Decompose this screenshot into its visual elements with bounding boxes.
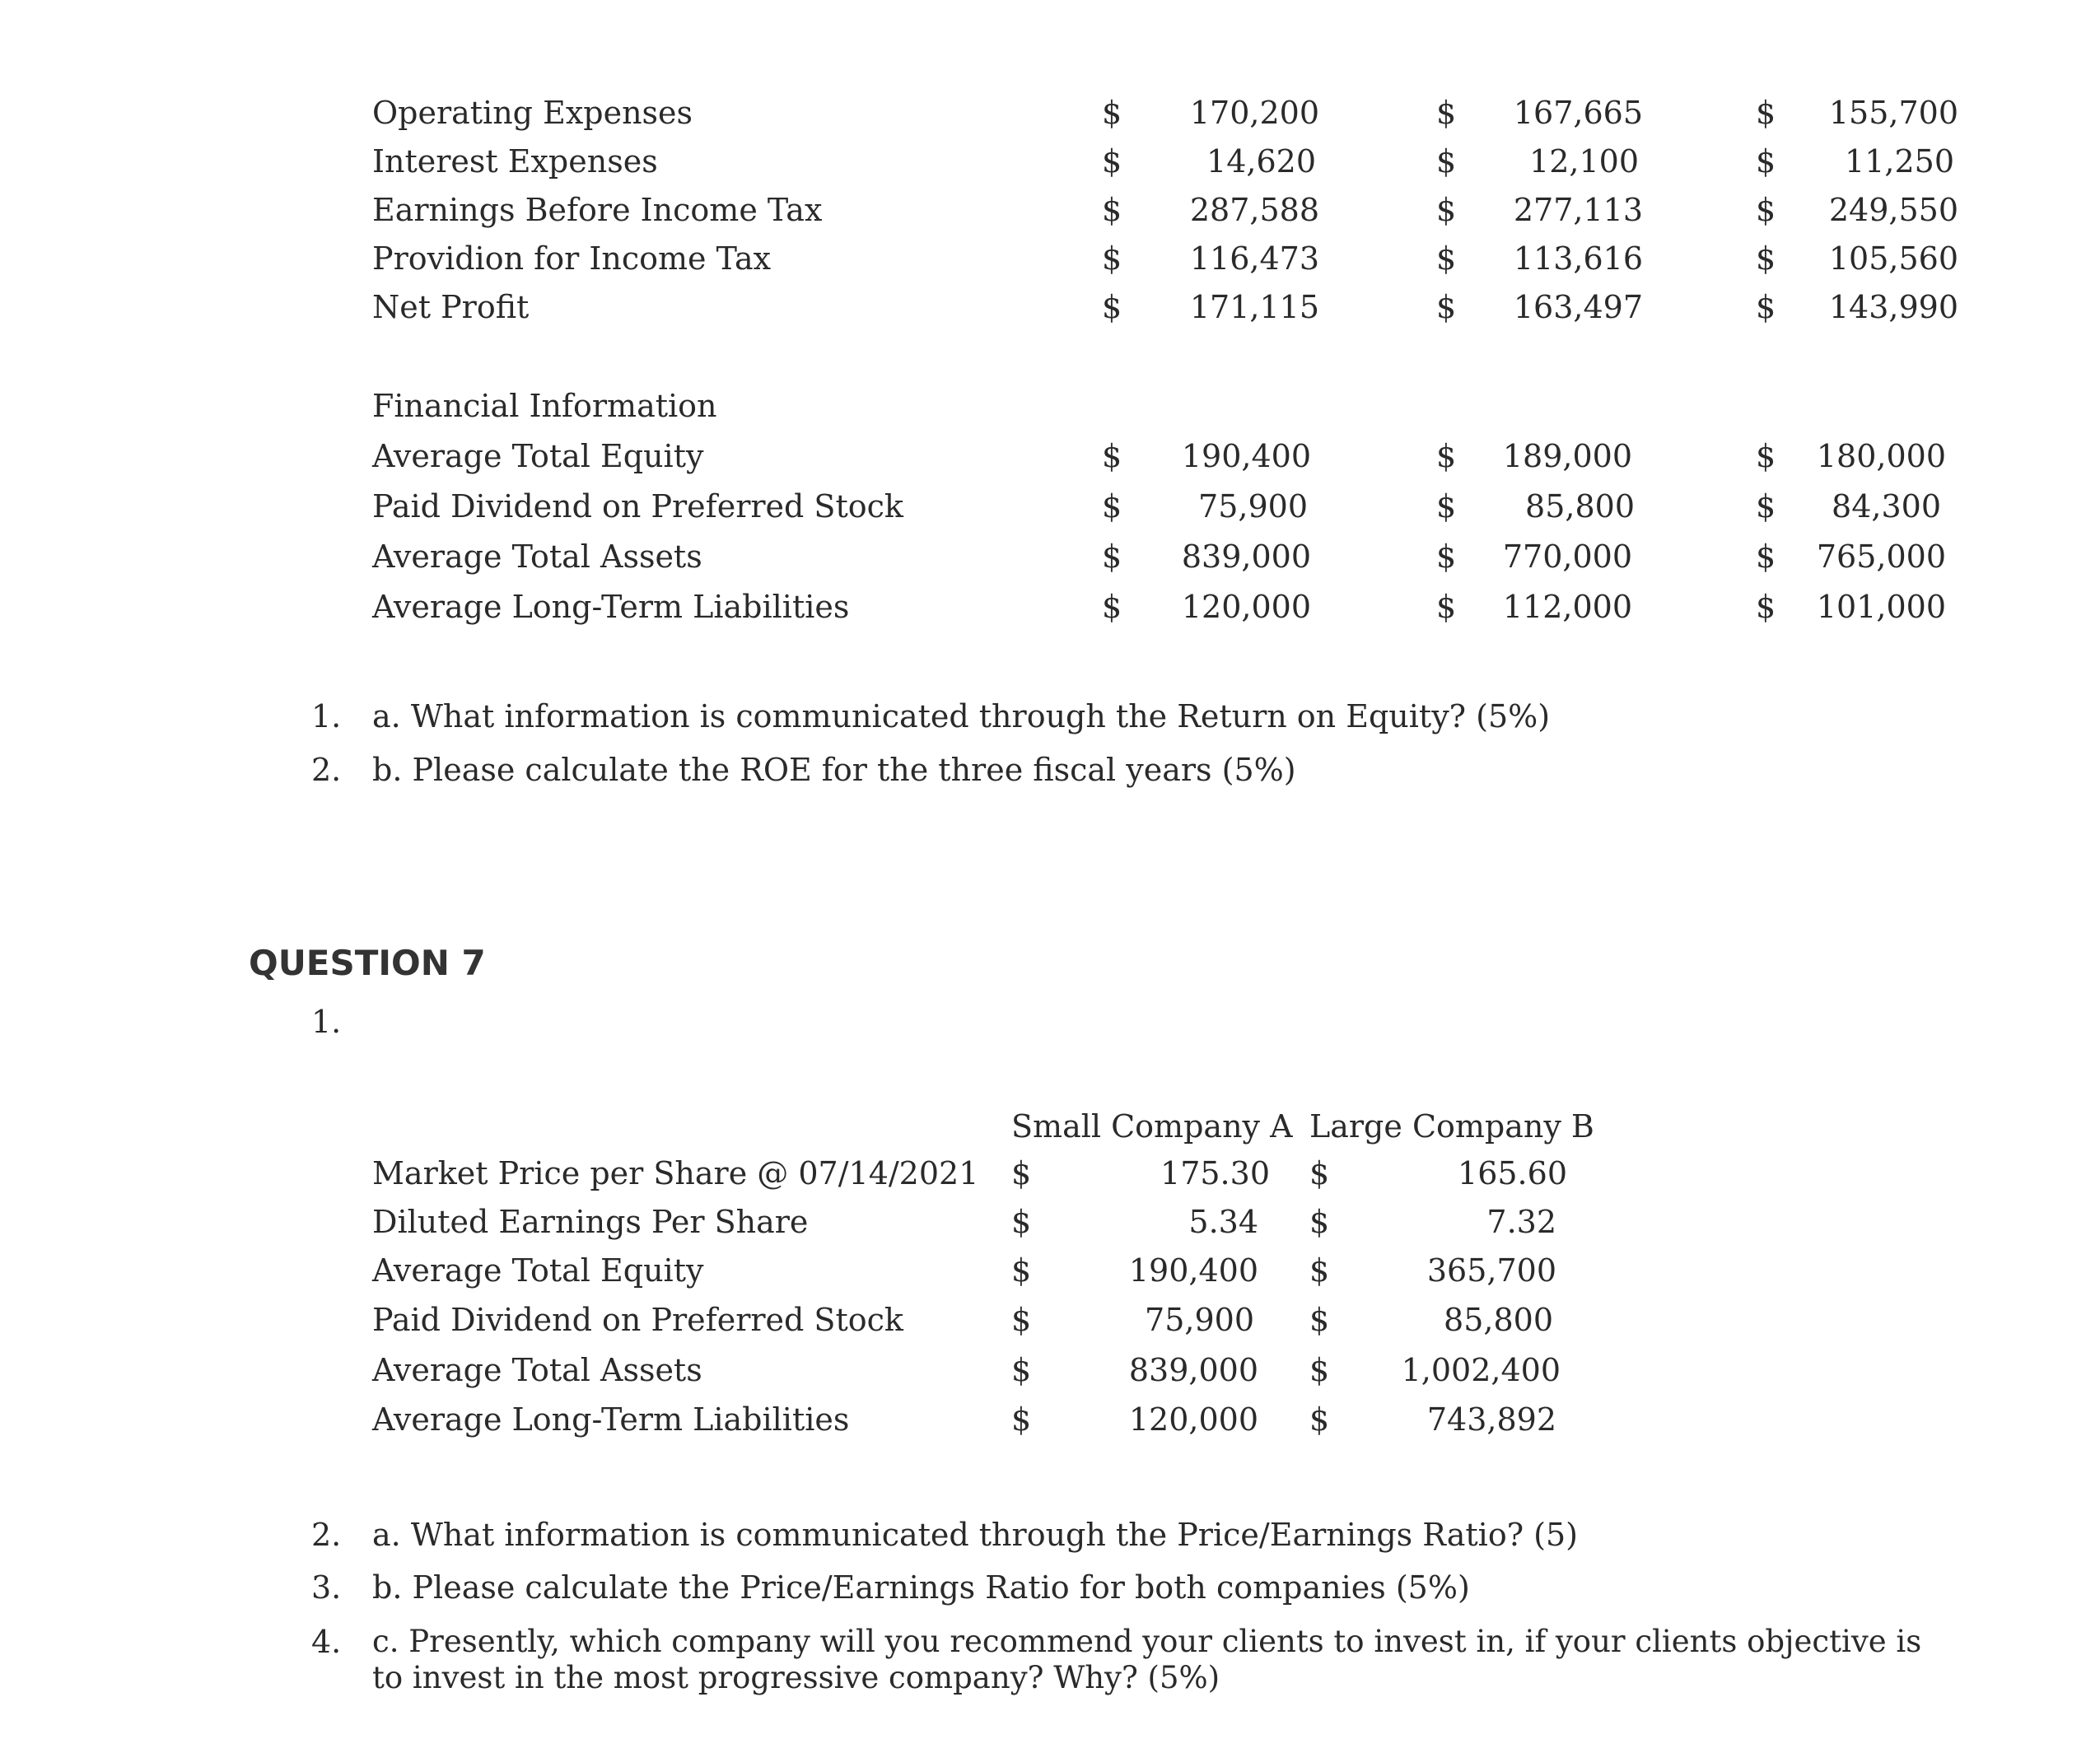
value-year-1: 171,115 xyxy=(1189,289,1319,325)
row-label: Diluted Earnings Per Share xyxy=(372,1204,809,1240)
currency-symbol: $ xyxy=(1756,192,1776,228)
currency-symbol: $ xyxy=(1436,143,1457,179)
value-company-b: 1,002,400 xyxy=(1401,1352,1561,1388)
value-year-1: 190,400 xyxy=(1181,438,1311,474)
currency-symbol: $ xyxy=(1309,1252,1330,1289)
question-text: b. Please calculate the ROE for the three fiscal years (5%) xyxy=(372,752,1296,788)
value-year-2: 163,497 xyxy=(1513,289,1643,325)
question-text: a. What information is communicated through the Price/Earnings Ratio? (5) xyxy=(372,1517,1578,1553)
currency-symbol: $ xyxy=(1756,488,1776,524)
currency-symbol: $ xyxy=(1309,1302,1330,1338)
column-header-small-company-a: Small Company A xyxy=(1011,1108,1293,1145)
currency-symbol: $ xyxy=(1436,589,1457,625)
currency-symbol: $ xyxy=(1436,438,1457,474)
currency-symbol: $ xyxy=(1011,1401,1032,1438)
currency-symbol: $ xyxy=(1011,1155,1032,1191)
row-label: Average Total Equity xyxy=(372,1252,704,1289)
value-year-3: 249,550 xyxy=(1828,192,1958,228)
currency-symbol: $ xyxy=(1102,240,1122,277)
currency-symbol: $ xyxy=(1102,289,1122,325)
currency-symbol: $ xyxy=(1309,1204,1330,1240)
row-label: Interest Expenses xyxy=(372,143,658,179)
currency-symbol: $ xyxy=(1102,438,1122,474)
value-year-3: 180,000 xyxy=(1816,438,1946,474)
row-label: Operating Expenses xyxy=(372,95,693,131)
value-company-a: 5.34 xyxy=(1188,1204,1258,1240)
list-marker: 1. xyxy=(311,698,342,734)
currency-symbol: $ xyxy=(1102,589,1122,625)
question-text: a. What information is communicated through the Return on Equity? (5%) xyxy=(372,698,1551,734)
currency-symbol: $ xyxy=(1309,1352,1330,1388)
row-label: Earnings Before Income Tax xyxy=(372,192,823,228)
currency-symbol: $ xyxy=(1309,1155,1330,1191)
value-year-2: 770,000 xyxy=(1502,538,1632,575)
list-marker: 4. xyxy=(311,1624,342,1660)
currency-symbol: $ xyxy=(1102,143,1122,179)
row-label: Average Total Assets xyxy=(372,538,702,575)
value-year-2: 277,113 xyxy=(1513,192,1643,228)
currency-symbol: $ xyxy=(1436,192,1457,228)
value-company-b: 85,800 xyxy=(1444,1302,1553,1338)
section-title: Financial Information xyxy=(372,388,717,424)
value-company-b: 7.32 xyxy=(1486,1204,1556,1240)
currency-symbol: $ xyxy=(1102,538,1122,575)
currency-symbol: $ xyxy=(1102,488,1122,524)
row-label: Market Price per Share @ 07/14/2021 xyxy=(372,1155,979,1191)
currency-symbol: $ xyxy=(1011,1252,1032,1289)
currency-symbol: $ xyxy=(1309,1401,1330,1438)
currency-symbol: $ xyxy=(1102,192,1122,228)
currency-symbol: $ xyxy=(1436,538,1457,575)
list-marker: 1. xyxy=(311,1004,342,1040)
value-company-a: 190,400 xyxy=(1128,1252,1258,1289)
value-year-2: 85,800 xyxy=(1525,488,1635,524)
value-company-b: 165.60 xyxy=(1458,1155,1567,1191)
row-label: Average Long-Term Liabilities xyxy=(372,589,850,625)
question-text: c. Presently, which company will you recommend your clients to invest in, if your clients objective is xyxy=(372,1624,1922,1659)
value-year-2: 12,100 xyxy=(1529,143,1639,179)
value-year-3: 105,560 xyxy=(1828,240,1958,277)
value-company-a: 120,000 xyxy=(1128,1401,1258,1438)
currency-symbol: $ xyxy=(1436,488,1457,524)
value-year-3: 765,000 xyxy=(1816,538,1946,575)
list-marker: 2. xyxy=(311,1517,342,1553)
value-year-2: 189,000 xyxy=(1502,438,1632,474)
currency-symbol: $ xyxy=(1756,289,1776,325)
value-year-3: 143,990 xyxy=(1828,289,1958,325)
value-year-1: 116,473 xyxy=(1189,240,1319,277)
row-label: Providion for Income Tax xyxy=(372,240,772,277)
currency-symbol: $ xyxy=(1102,95,1122,131)
currency-symbol: $ xyxy=(1011,1352,1032,1388)
row-label: Average Total Equity xyxy=(372,438,704,474)
value-company-a: 839,000 xyxy=(1128,1352,1258,1388)
row-label: Paid Dividend on Preferred Stock xyxy=(372,1302,903,1338)
value-year-3: 101,000 xyxy=(1816,589,1946,625)
row-label: Net Profit xyxy=(372,289,530,325)
currency-symbol: $ xyxy=(1756,538,1776,575)
list-marker: 2. xyxy=(311,752,342,788)
question-text-continued: to invest in the most progressive company? Why? (5%) xyxy=(372,1660,1220,1695)
value-year-1: 287,588 xyxy=(1189,192,1319,228)
currency-symbol: $ xyxy=(1436,289,1457,325)
currency-symbol: $ xyxy=(1011,1302,1032,1338)
currency-symbol: $ xyxy=(1756,240,1776,277)
value-company-a: 175.30 xyxy=(1160,1155,1270,1191)
value-year-3: 11,250 xyxy=(1845,143,1954,179)
currency-symbol: $ xyxy=(1756,438,1776,474)
value-year-3: 155,700 xyxy=(1828,95,1958,131)
row-label: Average Total Assets xyxy=(372,1352,702,1388)
value-year-2: 167,665 xyxy=(1513,95,1643,131)
currency-symbol: $ xyxy=(1756,95,1776,131)
value-year-2: 113,616 xyxy=(1513,240,1643,277)
value-year-1: 14,620 xyxy=(1206,143,1316,179)
currency-symbol: $ xyxy=(1756,143,1776,179)
list-marker: 3. xyxy=(311,1569,342,1606)
question-7-heading: QUESTION 7 xyxy=(249,943,486,983)
currency-symbol: $ xyxy=(1011,1204,1032,1240)
value-year-1: 170,200 xyxy=(1189,95,1319,131)
value-year-1: 75,900 xyxy=(1198,488,1308,524)
row-label: Paid Dividend on Preferred Stock xyxy=(372,488,903,524)
currency-symbol: $ xyxy=(1436,240,1457,277)
value-company-b: 365,700 xyxy=(1426,1252,1556,1289)
value-year-1: 839,000 xyxy=(1181,538,1311,575)
currency-symbol: $ xyxy=(1756,589,1776,625)
question-text: b. Please calculate the Price/Earnings Ratio for both companies (5%) xyxy=(372,1569,1470,1606)
row-label: Average Long-Term Liabilities xyxy=(372,1401,850,1438)
value-year-2: 112,000 xyxy=(1502,589,1632,625)
value-company-a: 75,900 xyxy=(1145,1302,1254,1338)
value-year-3: 84,300 xyxy=(1832,488,1941,524)
column-header-large-company-b: Large Company B xyxy=(1309,1108,1594,1145)
value-year-1: 120,000 xyxy=(1181,589,1311,625)
currency-symbol: $ xyxy=(1436,95,1457,131)
value-company-b: 743,892 xyxy=(1426,1401,1556,1438)
